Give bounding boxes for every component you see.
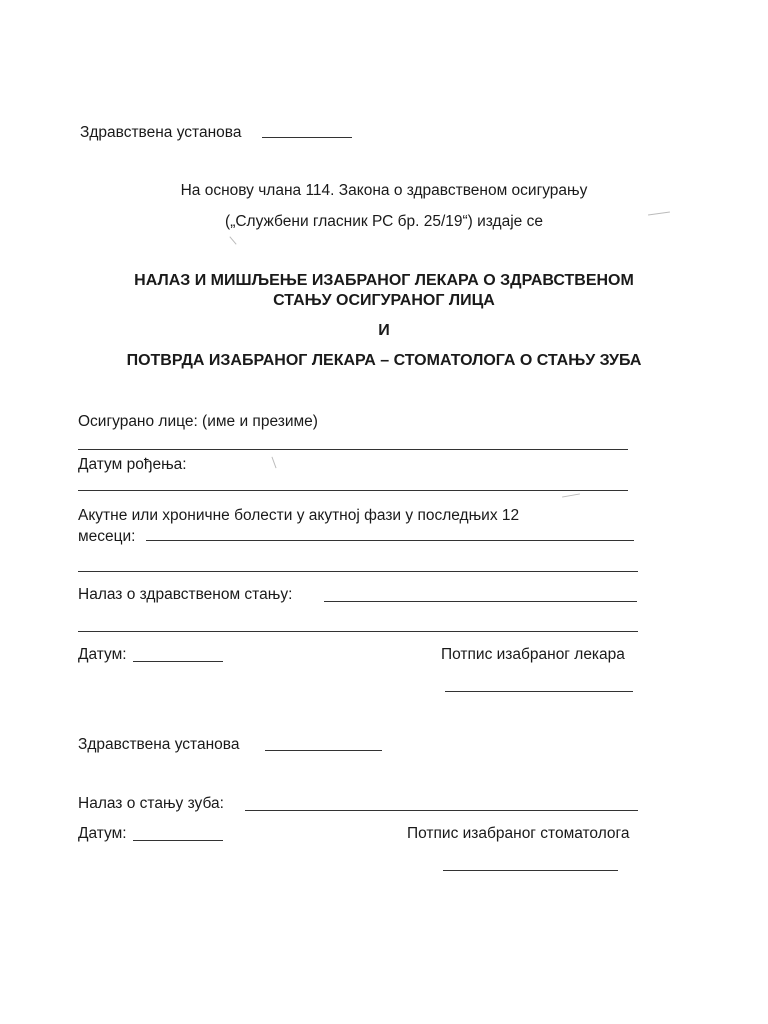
insured-person-field[interactable]	[78, 449, 628, 450]
diseases-label-line-2: месеци:	[78, 528, 136, 545]
diseases-label-line-1: Акутне или хроничне болести у акутној фази у последњих 12	[78, 507, 520, 524]
title-line-1: НАЛАЗ И МИШЉЕЊЕ ИЗАБРАНОГ ЛЕКАРА О ЗДРАВСТВЕНОМ	[134, 272, 634, 289]
dentist-signature-label: Потпис изабраног стоматолога	[407, 825, 630, 842]
legal-basis-line-1: На основу члана 114. Закона о здравственом осигурању	[180, 182, 588, 199]
institution-field[interactable]	[262, 137, 352, 138]
doctor-date-label: Датум:	[78, 646, 127, 663]
dental-institution-field[interactable]	[265, 750, 382, 751]
birth-date-field[interactable]	[78, 490, 628, 491]
doctor-date-field[interactable]	[133, 661, 223, 662]
dentist-date-label: Датум:	[78, 825, 127, 842]
health-findings-field-line-2[interactable]	[78, 631, 638, 632]
title-line-3: ПОТВРДА ИЗАБРАНОГ ЛЕКАРА – СТОМАТОЛОГА О СТАЊУ ЗУБА	[126, 352, 642, 369]
insured-person-label: Осигурано лице: (име и презиме)	[78, 413, 318, 430]
dental-institution-label: Здравствена установа	[78, 736, 240, 753]
dentist-date-field[interactable]	[133, 840, 223, 841]
diseases-field-line-2[interactable]	[78, 571, 638, 572]
scan-mark	[562, 493, 580, 497]
diseases-field-line-1[interactable]	[146, 540, 634, 541]
institution-label: Здравствена установа	[80, 124, 242, 141]
doctor-signature-label: Потпис изабраног лекара	[441, 646, 625, 663]
birth-date-label: Датум рођења:	[78, 456, 187, 473]
title-conjunction: И	[378, 322, 390, 339]
dentist-signature-field[interactable]	[443, 870, 618, 871]
health-findings-field-line-1[interactable]	[324, 601, 637, 602]
doctor-signature-field[interactable]	[445, 691, 633, 692]
scan-mark	[229, 236, 236, 244]
legal-basis-line-2: („Службени гласник РС бр. 25/19“) издаје се	[225, 213, 543, 230]
scan-mark	[271, 457, 276, 469]
teeth-findings-label: Налаз о стању зуба:	[78, 795, 224, 812]
title-line-2: СТАЊУ ОСИГУРАНОГ ЛИЦА	[273, 292, 495, 309]
health-findings-label: Налаз о здравственом стању:	[78, 586, 293, 603]
teeth-findings-field[interactable]	[245, 810, 638, 811]
